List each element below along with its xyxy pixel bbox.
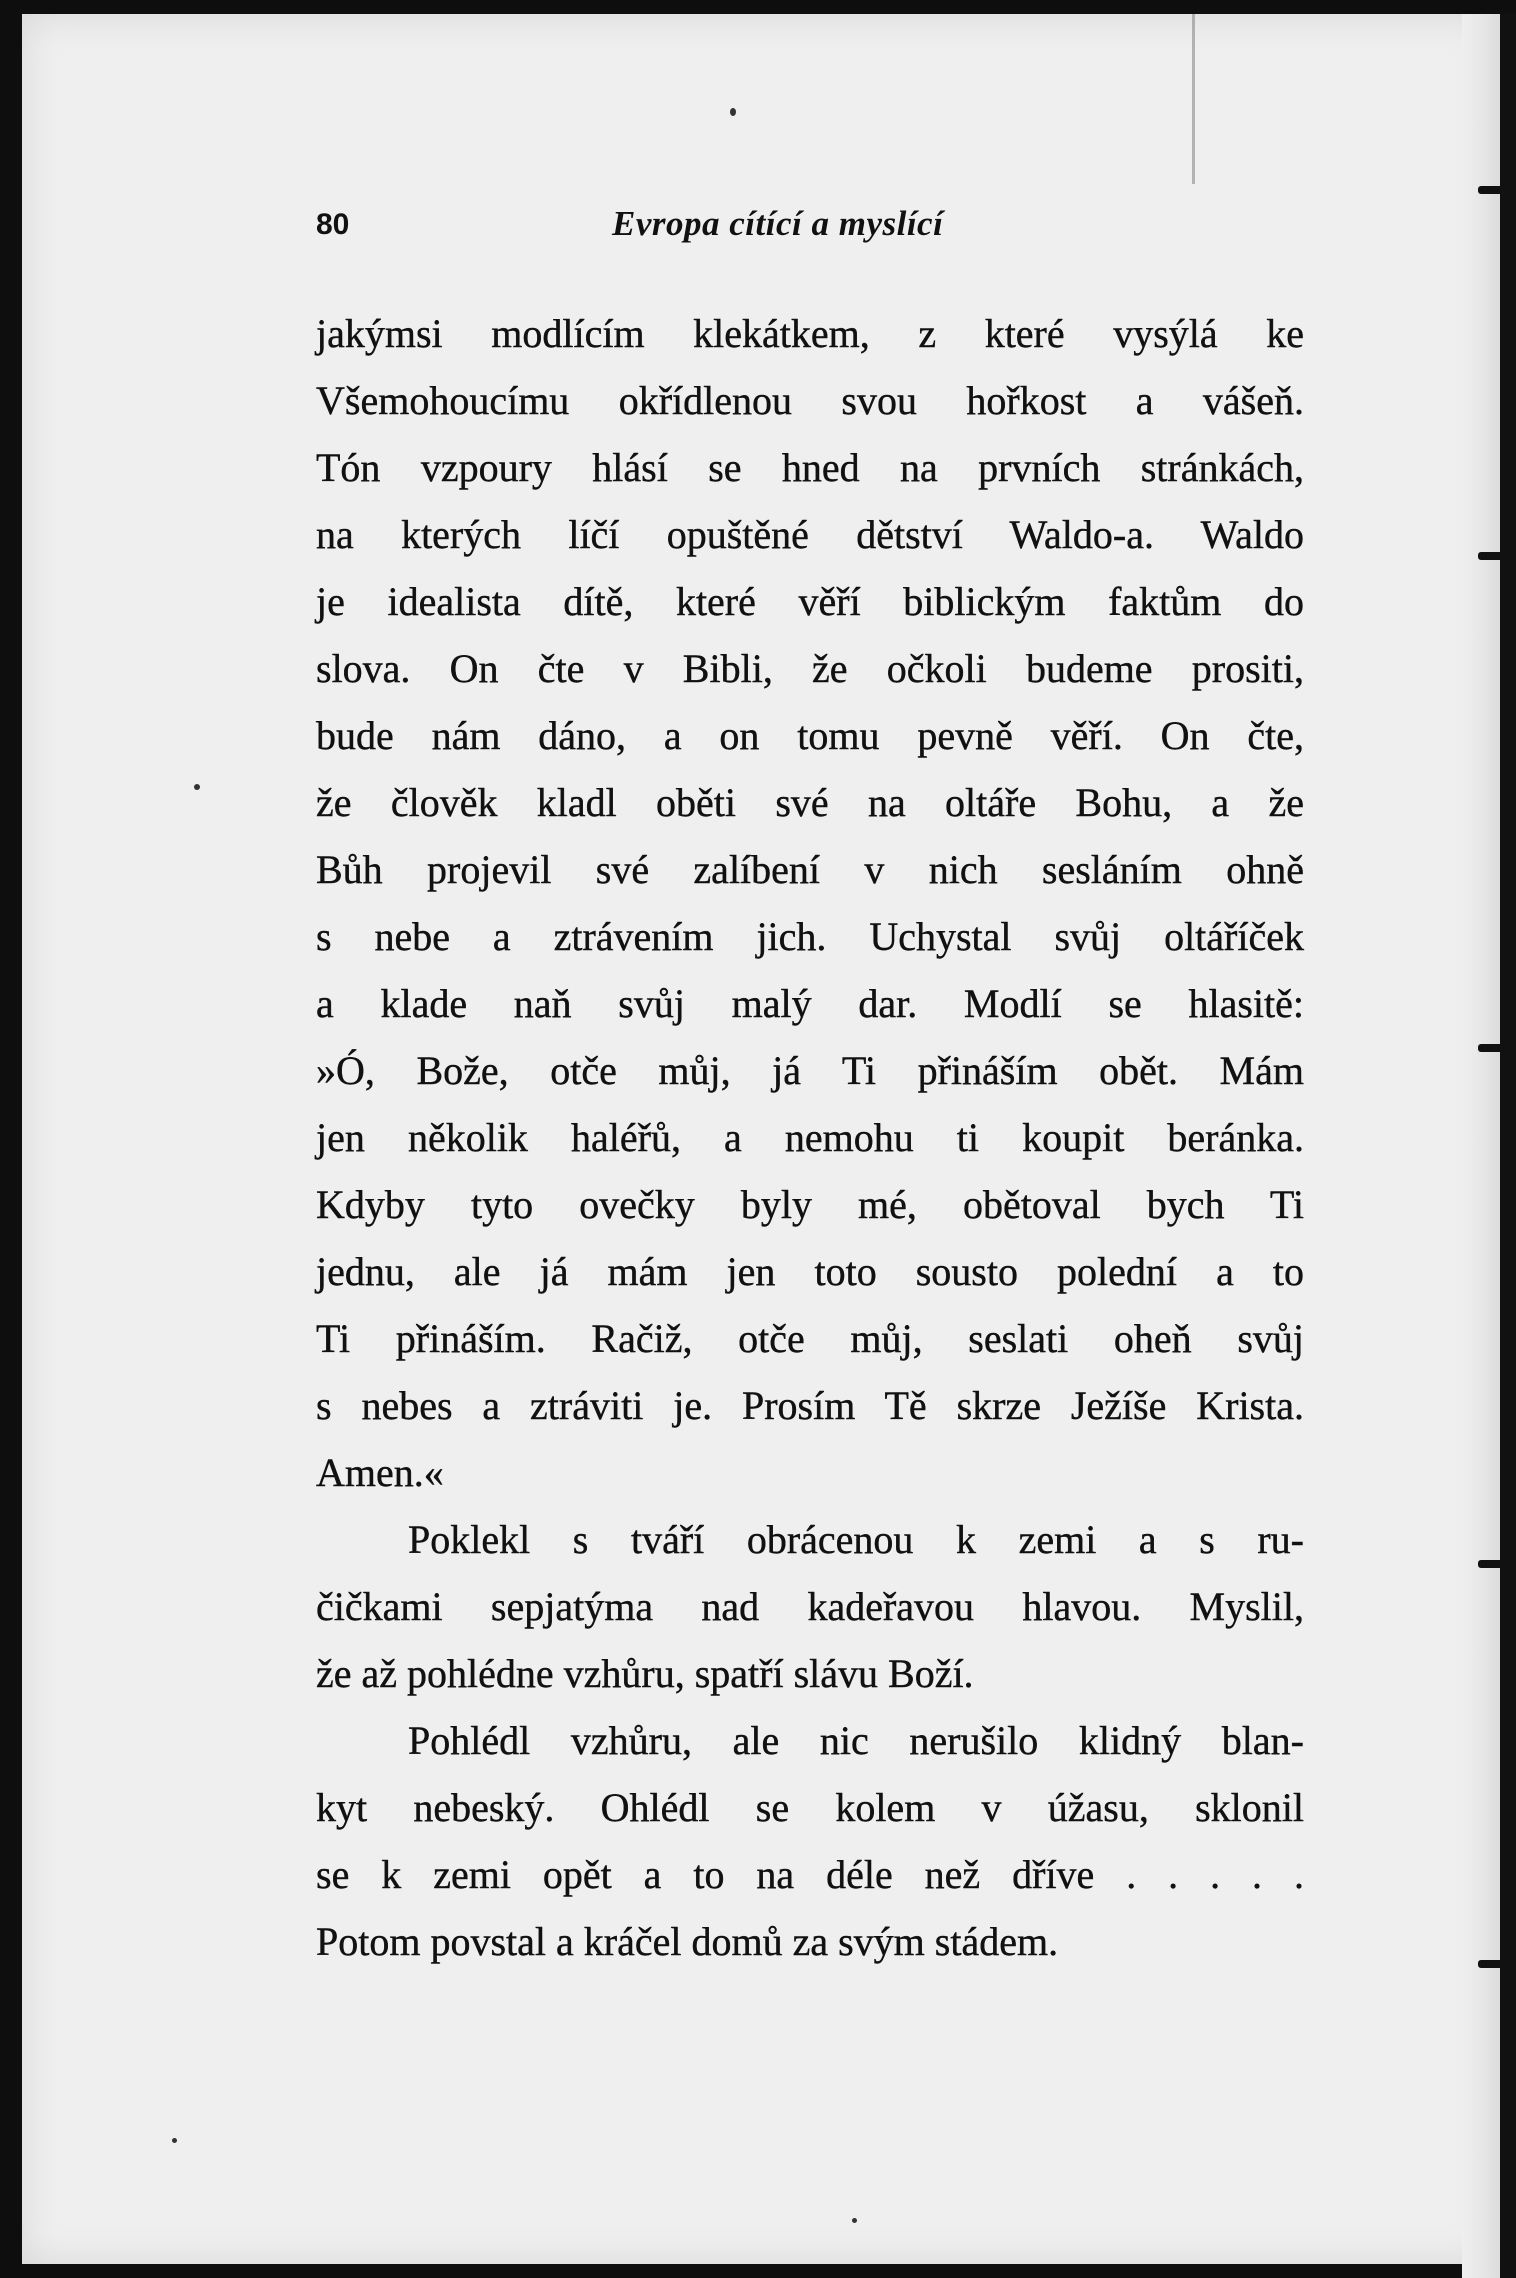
text-line: jakýmsi modlícím klekátkem, z které vysýlá ke [316,311,1304,356]
text-line: Poklekl s tváří obrácenou k zemi a s ru- [408,1517,1304,1562]
scan-speck [852,2218,857,2223]
binding-mark [1478,186,1516,194]
fold-mark [1192,14,1195,184]
scan-speck [194,784,200,790]
text-line: Kdyby tyto ovečky byly mé, obětoval bych Ti [316,1182,1304,1227]
binding-mark [1478,1960,1516,1968]
page-number: 80 [316,208,350,241]
text-line: Všemohoucímu okřídlenou svou hořkost a vášeň. [316,378,1304,423]
text-line: kyt nebeský. Ohlédl se kolem v úžasu, sklonil [316,1785,1304,1830]
text-line: Pohlédl vzhůru, ale nic nerušilo klidný blan- [408,1718,1304,1763]
text-line: jednu, ale já mám jen toto sousto polední a to [316,1249,1304,1294]
text-line: na kterých líčí opuštěné dětství Waldo-a. Waldo [316,512,1304,557]
text-line: »Ó, Bože, otče můj, já Ti přináším obět. Mám [316,1048,1304,1093]
text-line: s nebes a ztráviti je. Prosím Tě skrze Ježíše Krista. [316,1383,1304,1428]
scan-speck [730,108,736,116]
text-line: že až pohlédne vzhůru, spatří slávu Boží. [316,1651,974,1696]
text-line: je idealista dítě, které věří biblickým faktům do [316,579,1304,624]
binding-mark [1478,1560,1516,1568]
text-line: Ti přináším. Račiž, otče můj, seslati oheň svůj [316,1316,1304,1361]
text-line: Potom povstal a kráčel domů za svým stádem. [316,1919,1059,1964]
binding-mark [1478,1044,1516,1052]
text-line: slova. On čte v Bibli, že očkoli budeme prositi, [316,646,1304,691]
text-line: čičkami sepjatýma nad kadeřavou hlavou. Myslil, [316,1584,1304,1629]
running-header [316,204,1316,258]
text-line: s nebe a ztrávením jich. Uchystal svůj oltáříček [316,914,1304,959]
binding-mark [1478,552,1516,560]
scan-edge [1500,14,1516,2278]
text-line: Tón vzpoury hlásí se hned na prvních stránkách, [316,445,1304,490]
text-line: jen několik haléřů, a nemohu ti koupit beránka. [316,1115,1304,1160]
text-line: že člověk kladl oběti své na oltáře Bohu, a že [316,780,1304,825]
body-text [316,300,1304,1975]
running-title: Evropa cítící a myslící [612,204,944,243]
paragraph [316,1707,1304,1975]
paragraph [316,300,1304,1506]
scan-speck [172,2138,177,2143]
text-line: Amen.« [316,1450,444,1495]
text-line: Bůh projevil své zalíbení v nich sesláním ohně [316,847,1304,892]
text-line: a klade naň svůj malý dar. Modlí se hlasitě: [316,981,1304,1026]
paragraph [316,1506,1304,1707]
text-line: bude nám dáno, a on tomu pevně věří. On čte, [316,713,1304,758]
text-line: se k zemi opět a to na déle než dříve . . . . . [316,1852,1304,1897]
